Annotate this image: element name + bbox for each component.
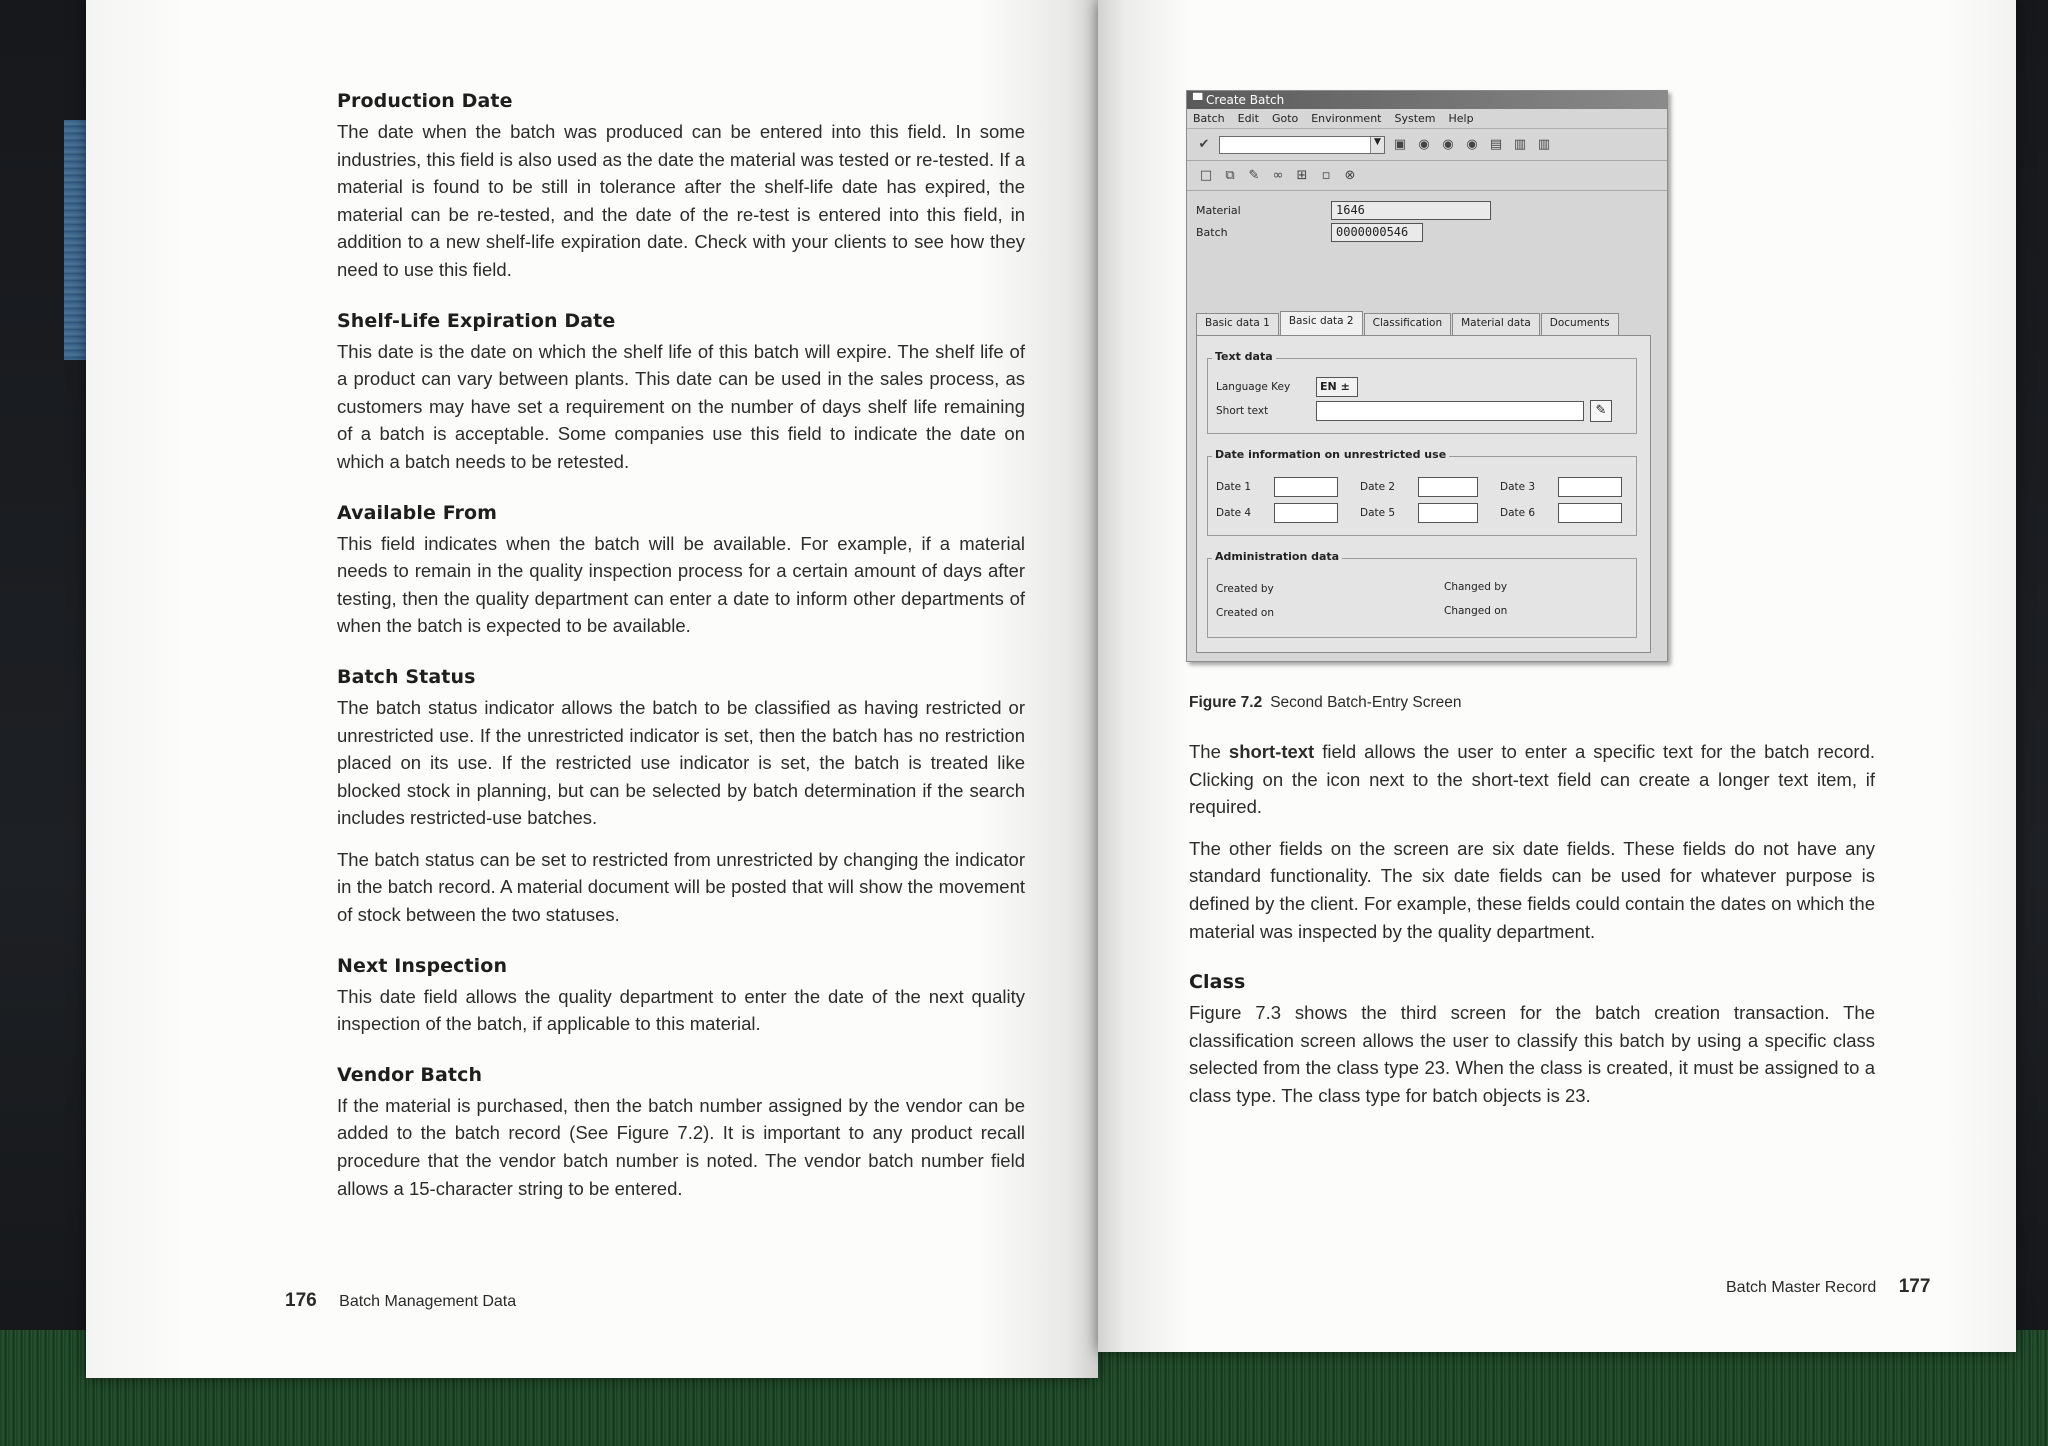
class-heading: Class bbox=[1189, 971, 1246, 994]
section-paragraph: If the material is purchased, then the batch number assigned by the vendor can be added to the batch record (See Figure 7.2). It is important to any product recall procedure that the vendor batch number is noted. The vendor batch number field allows a 15-character string to be entered. bbox=[337, 1094, 1025, 1199]
header-fields bbox=[1196, 199, 1658, 243]
edit-pencil-icon[interactable]: ✎ bbox=[1248, 168, 1260, 183]
exit-icon[interactable]: ◉ bbox=[1442, 137, 1454, 152]
section-heading: Available From bbox=[337, 501, 498, 524]
tab-panel bbox=[1196, 335, 1651, 653]
date-5-field[interactable] bbox=[1418, 503, 1478, 523]
material-field[interactable]: 1646 bbox=[1331, 201, 1491, 220]
section-paragraph: This date is the date on which the shelf life of this batch will expire. The shelf life of a product can vary between plants. This date can be used in the sales process, as customers may have set a requirement on the number of days shelf life remaining of a batch is acceptable. Some companies use this field to indicate the date on which a batch needs to be retested. bbox=[337, 340, 1025, 472]
language-key-label: Language Key bbox=[1216, 381, 1291, 393]
menu-item-help[interactable]: Help bbox=[1448, 112, 1474, 125]
right-footer bbox=[1726, 1276, 1930, 1298]
section-batch-status bbox=[337, 666, 1025, 929]
text-run: field allows the user to enter a specific text for the batch record. Clicking on the icon next to the short-text field can create a longer text item, if required. bbox=[1189, 741, 1875, 818]
created-on-label: Created on bbox=[1216, 607, 1274, 619]
new-document-icon[interactable]: □ bbox=[1199, 168, 1213, 183]
standard-toolbar bbox=[1187, 129, 1667, 161]
print-icon[interactable]: ▤ bbox=[1489, 137, 1503, 152]
right-page-column bbox=[1189, 738, 1875, 1110]
short-text-field[interactable] bbox=[1316, 401, 1584, 421]
changed-by-label: Changed by bbox=[1444, 581, 1508, 593]
section-paragraph: This field indicates when the batch will be available. For example, if a material needs to remain in the quality inspection process for a certain amount of days after testing, then the quality department can enter a date to inform other departments of when the batch is expected to be available. bbox=[337, 532, 1025, 637]
language-key-field[interactable]: EN ± bbox=[1316, 377, 1358, 397]
delete-icon[interactable]: ▫ bbox=[1321, 168, 1331, 183]
admin-data-group bbox=[1207, 550, 1637, 638]
menu-item-edit[interactable]: Edit bbox=[1237, 112, 1259, 125]
batch-row bbox=[1196, 221, 1658, 243]
sap-create-batch-window bbox=[1186, 90, 1668, 662]
changed-on-label: Changed on bbox=[1444, 605, 1508, 617]
batch-field[interactable]: 0000000546 bbox=[1331, 223, 1423, 242]
long-text-edit-icon[interactable]: ✎ bbox=[1590, 400, 1612, 422]
application-toolbar bbox=[1187, 161, 1667, 191]
date-4-field[interactable] bbox=[1274, 503, 1338, 523]
display-glasses-icon[interactable]: ∞ bbox=[1272, 168, 1284, 183]
section-paragraph: The batch status indicator allows the batch to be classified as having restricted or unrestricted use. If the unrestricted indicator is set, then the batch has no restriction placed on its use. If the restricted use indicator is set, the batch is treated like blocked stock in planning, but can be selected by batch determination if the search includes restricted-use batches. bbox=[337, 696, 1025, 829]
running-title: Batch Master Record bbox=[1726, 1279, 1877, 1296]
find-icon[interactable]: ▥ bbox=[1513, 137, 1527, 152]
hierarchy-icon[interactable]: ⊞ bbox=[1296, 168, 1308, 183]
figure-caption bbox=[1189, 694, 1462, 712]
enter-check-icon[interactable]: ✔ bbox=[1198, 137, 1210, 152]
back-icon[interactable]: ◉ bbox=[1418, 137, 1430, 152]
chevron-down-icon[interactable]: ▼ bbox=[1370, 137, 1384, 153]
left-page-column bbox=[337, 90, 1025, 1228]
date-2-label: Date 2 bbox=[1360, 481, 1396, 493]
section-heading: Vendor Batch bbox=[337, 1063, 483, 1086]
caption-label: Figure 7.2 bbox=[1189, 694, 1263, 711]
left-footer bbox=[285, 1290, 516, 1312]
bold-term: short-text bbox=[1228, 741, 1315, 762]
page-number: 176 bbox=[285, 1290, 317, 1311]
date-2-field[interactable] bbox=[1418, 477, 1478, 497]
caption-text: Second Batch-Entry Screen bbox=[1270, 694, 1462, 711]
tab-documents[interactable]: Documents bbox=[1541, 313, 1619, 335]
tab-classification[interactable]: Classification bbox=[1364, 313, 1451, 335]
date-3-field[interactable] bbox=[1558, 477, 1622, 497]
class-paragraph: Figure 7.3 shows the third screen for the batch creation transaction. The classification screen allows the user to classify this batch by using a specific class selected from the class type 23. When the class is created, it must be assigned to a class type. The class type for batch objects is 23. bbox=[1189, 1002, 1875, 1106]
menu-item-batch[interactable]: Batch bbox=[1193, 112, 1225, 125]
cancel-icon[interactable]: ◉ bbox=[1466, 137, 1478, 152]
window-title-text: Create Batch bbox=[1206, 93, 1285, 107]
classify-icon[interactable]: ⊗ bbox=[1344, 168, 1356, 183]
language-key-value: EN bbox=[1320, 380, 1337, 393]
created-by-label: Created by bbox=[1216, 583, 1274, 595]
save-icon[interactable]: ▣ bbox=[1393, 137, 1407, 152]
text-data-group bbox=[1207, 350, 1637, 434]
tab-strip bbox=[1196, 313, 1620, 335]
short-text-label: Short text bbox=[1216, 405, 1269, 417]
section-shelf-life bbox=[337, 310, 1025, 476]
tab-material-data[interactable]: Material data bbox=[1452, 313, 1540, 335]
section-next-inspection bbox=[337, 955, 1025, 1038]
short-text-paragraph bbox=[1189, 738, 1875, 821]
running-title: Batch Management Data bbox=[339, 1293, 517, 1310]
window-title: ▀ Create Batch bbox=[1187, 91, 1667, 109]
find-next-icon[interactable]: ▥ bbox=[1537, 137, 1551, 152]
menu-item-system[interactable]: System bbox=[1394, 112, 1436, 125]
section-heading: Production Date bbox=[337, 90, 513, 112]
section-heading: Shelf-Life Expiration Date bbox=[337, 309, 616, 332]
menu-item-goto[interactable]: Goto bbox=[1271, 112, 1299, 125]
batch-label: Batch bbox=[1196, 225, 1228, 239]
section-paragraph: The batch status can be set to restricted from unrestricted by changing the indicator in the batch record. A material document will be posted that will show the movement of stock between the two statuses. bbox=[337, 848, 1025, 926]
copy-icon[interactable]: ⧉ bbox=[1225, 168, 1235, 183]
menu-item-environment[interactable]: Environment bbox=[1311, 112, 1382, 125]
tab-basic-data-1[interactable]: Basic data 1 bbox=[1196, 313, 1279, 335]
material-label: Material bbox=[1196, 203, 1241, 217]
section-available-from bbox=[337, 502, 1025, 640]
date-6-field[interactable] bbox=[1558, 503, 1622, 523]
group-title: Text data bbox=[1212, 350, 1276, 363]
date-1-label: Date 1 bbox=[1216, 481, 1252, 493]
command-field[interactable] bbox=[1219, 136, 1385, 154]
text-run: The bbox=[1189, 741, 1229, 762]
date-1-field[interactable] bbox=[1274, 477, 1338, 497]
date-5-label: Date 5 bbox=[1360, 507, 1396, 519]
material-row bbox=[1196, 199, 1658, 221]
group-title: Administration data bbox=[1212, 550, 1342, 563]
section-heading: Batch Status bbox=[337, 665, 476, 688]
section-heading: Next Inspection bbox=[337, 954, 508, 977]
date-3-label: Date 3 bbox=[1500, 481, 1536, 493]
date-fields-paragraph: The other fields on the screen are six date fields. These fields do not have any standard functionality. The six date fields can be used for whatever purpose is defined by the client. For example, these fields could contain the dates on which the material was inspected by the quality department. bbox=[1189, 837, 1875, 942]
group-title: Date information on unrestricted use bbox=[1212, 448, 1449, 461]
date-6-label: Date 6 bbox=[1500, 507, 1536, 519]
menu-bar bbox=[1187, 109, 1667, 129]
date-info-group bbox=[1207, 448, 1637, 536]
tab-basic-data-2[interactable]: Basic data 2 bbox=[1280, 311, 1363, 335]
section-paragraph: The date when the batch was produced can be entered into this field. In some industries, this field is also used as the date the material was tested or re-tested. If a material is found to be still in tolerance after the shelf-life date has expired, the material can be re-tested, and the date of the re-test is entered into this field, in addition to a new shelf-life expiration date. Check with your clients to see how they need to use this field. bbox=[337, 121, 1025, 280]
section-production-date bbox=[337, 90, 1025, 284]
section-vendor-batch bbox=[337, 1064, 1025, 1202]
date-4-label: Date 4 bbox=[1216, 507, 1252, 519]
page-number: 177 bbox=[1898, 1276, 1931, 1297]
section-paragraph: This date field allows the quality department to enter the date of the next quality inspection of the batch, if applicable to this material. bbox=[337, 985, 1025, 1035]
